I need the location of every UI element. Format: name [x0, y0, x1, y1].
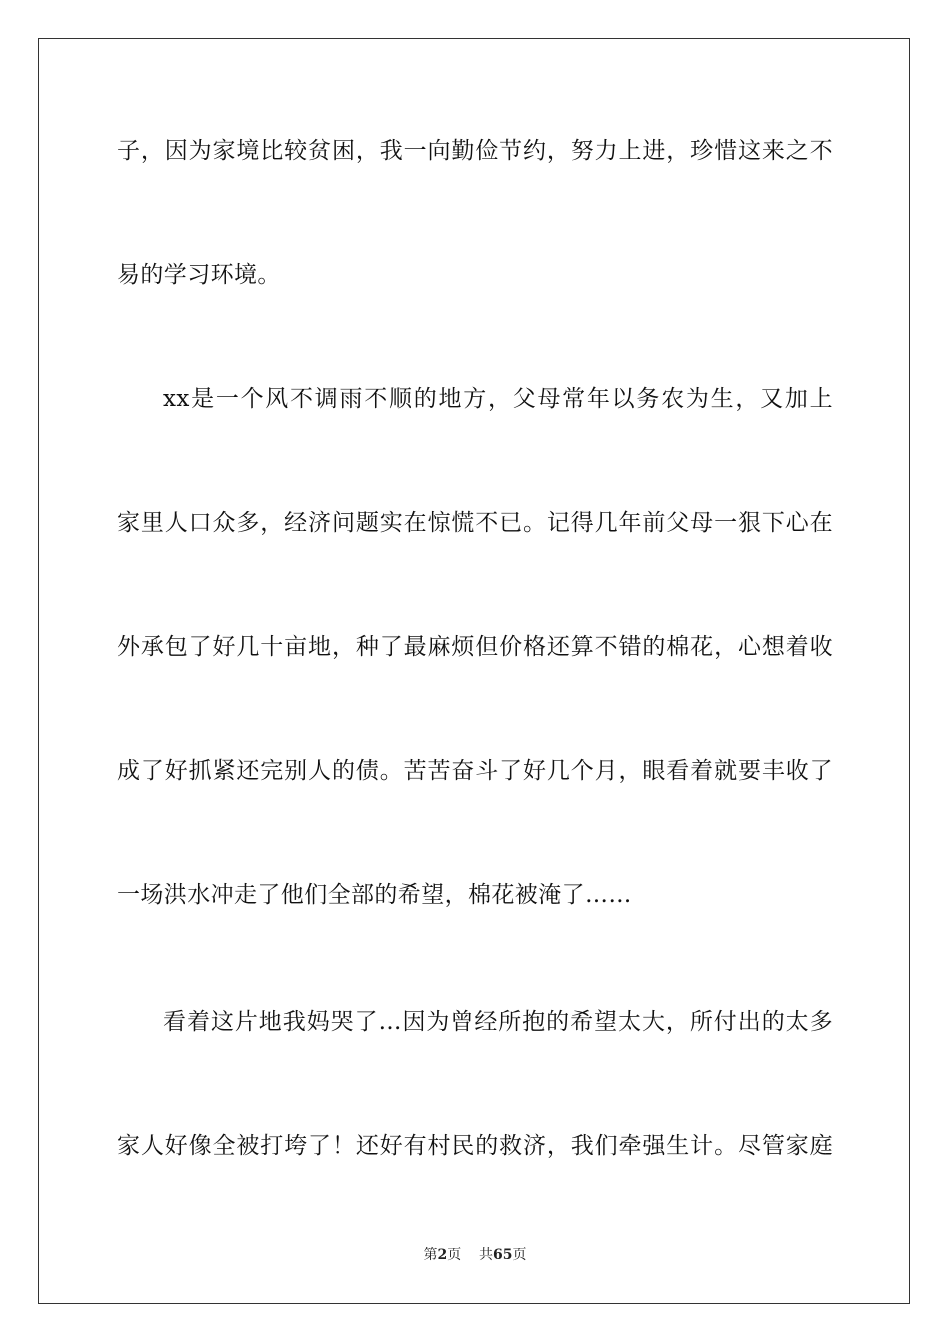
text-line-1: 子，因为家境比较贫困，我一向勤俭节约，努力上进，珍惜这来之不 [117, 138, 833, 164]
text-line-2: 易的学习环境。 [117, 262, 281, 288]
page-number: 2 [437, 1247, 448, 1263]
text-line-6: 成了好抓紧还完别人的债。苦苦奋斗了好几个月，眼看着就要丰收了 [117, 758, 833, 784]
text-line-8: 看着这片地我妈哭了…因为曾经所抱的希望太大，所付出的太多 [163, 1009, 833, 1035]
total-suffix: 页 [512, 1247, 527, 1263]
page-suffix: 页 [447, 1247, 462, 1263]
text-line-7: 一场洪水冲走了他们全部的希望，棉花被淹了…… [117, 882, 632, 908]
total-prefix: 共 [479, 1247, 494, 1263]
page-prefix: 第 [423, 1247, 438, 1263]
total-pages: 65 [493, 1247, 513, 1263]
text-line-9: 家人好像全被打垮了！还好有村民的救济，我们牵强生计。尽管家庭 [117, 1133, 833, 1159]
page-border [38, 38, 910, 1304]
text-line-3: xx是一个风不调雨不顺的地方，父母常年以务农为生，又加上 [163, 386, 833, 412]
page-footer [0, 1246, 950, 1264]
text-line-4: 家里人口众多，经济问题实在惊慌不已。记得几年前父母一狠下心在 [117, 510, 833, 536]
text-line-5: 外承包了好几十亩地，种了最麻烦但价格还算不错的棉花，心想着收 [117, 634, 833, 660]
